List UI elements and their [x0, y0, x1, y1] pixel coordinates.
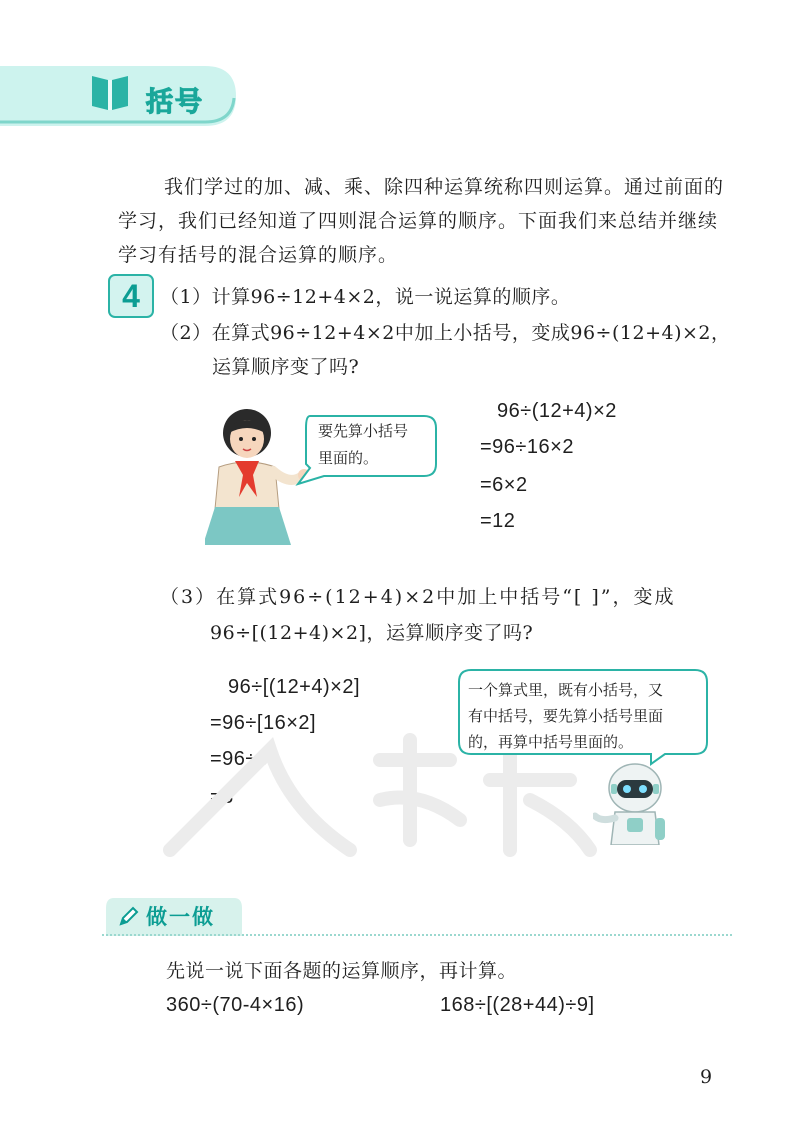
robot-bubble-line3: 的，再算中括号里面的。	[468, 733, 634, 751]
robot-bubble-line2: 有中括号，要先算小括号里面	[468, 707, 664, 725]
calc1-step: =12	[480, 510, 516, 532]
book-icon	[88, 70, 132, 114]
page-number: 9	[700, 1066, 713, 1088]
question-3-line1: （3）在算式96÷(12+4)×2中加上中括号“[ ]”，变成	[160, 586, 676, 608]
girl-bubble-line2: 里面的。	[318, 449, 379, 467]
calc2-step: 96÷[(12+4)×2]	[228, 676, 361, 698]
robot-illustration	[593, 760, 673, 845]
question-3-line2: 96÷[(12+4)×2]，运算顺序变了吗?	[210, 622, 534, 644]
practice-problem: 360÷(70-4×16)	[166, 994, 305, 1016]
question-1: （1）计算96÷12+4×2，说一说运算的顺序。	[160, 286, 571, 308]
calc2-step: =96÷[16×2]	[210, 712, 317, 734]
girl-bubble-line1: 要先算小括号	[318, 422, 409, 440]
section-title: 括号	[146, 87, 204, 118]
intro-paragraph: 我们学过的加、减、乘、除四种运算统称四则运算。通过前面的学习，我们已经知道了四则混合运算的顺序。下面我们来总结并继续学习有括号的混合运算的顺序。	[118, 176, 725, 266]
practice-instruction: 先说一说下面各题的运算顺序，再计算。	[166, 960, 518, 982]
calc1-step: =96÷16×2	[480, 436, 574, 458]
calc1-step: 96÷(12+4)×2	[497, 400, 617, 422]
calc1-step: =6×2	[480, 474, 528, 496]
question-2-line1: （2）在算式96÷12+4×2中加上小括号，变成96÷(12+4)×2，	[160, 322, 731, 344]
calc2-step: =3	[210, 786, 234, 808]
calc2-step: =96÷32	[210, 748, 281, 770]
robot-bubble-line1: 一个算式里，既有小括号，又	[468, 681, 664, 699]
practice-problem: 168÷[(28+44)÷9]	[440, 994, 595, 1016]
question-2-line2: 运算顺序变了吗?	[212, 356, 360, 378]
practice-title: 做一做	[146, 905, 215, 929]
pencil-icon	[117, 904, 141, 928]
example-number: 4	[122, 278, 140, 314]
practice-divider	[102, 934, 732, 936]
